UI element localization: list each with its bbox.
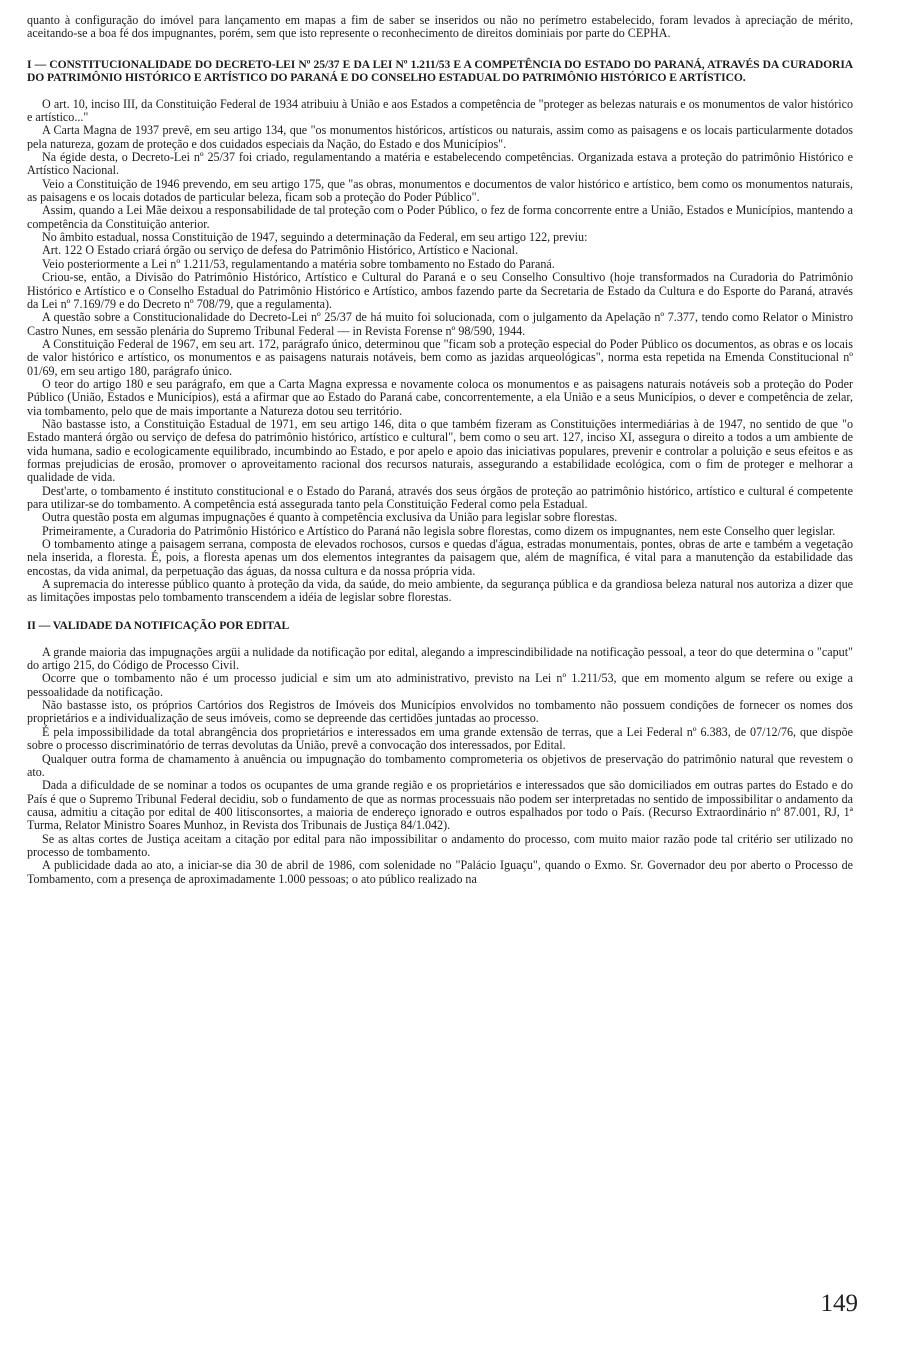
paragraph: Assim, quando a Lei Mãe deixou a responsabilidade de tal proteção com o Poder Público, o fez de forma concorrente entre a União, Estados e Municípios, mantendo a competência da Constituição anterior. [27, 203, 853, 231]
section-2-body [27, 646, 853, 886]
paragraph: Veio a Constituição de 1946 prevendo, em seu artigo 175, que "as obras, monumentos e documentos de valor histórico e artístico, bem como os monumentos naturais, as paisagens e os locais dotados de particular beleza, ficam sob a proteção do Poder Público". [27, 176, 853, 205]
paragraph: Art. 122 O Estado criará órgão ou serviço de defesa do Patrimônio Histórico, Artístico e Nacional. [42, 243, 519, 258]
paragraph: A publicidade dada ao ato, a iniciar-se dia 30 de abril de 1986, com solenidade no "Palácio Iguaçu", quando o Exmo. Sr. Governador deu por aberto o Processo de Tombamento, com a presença de aproximadamente 1.000 pessoas; o ato público realizado na [27, 858, 853, 886]
paragraph: O tombamento atinge a paisagem serrana, composta de elevados rochosos, cursos e quedas d'água, estradas monumentais, pontes, obras de arte e também a vegetação nela inserida, a floresta. É, pois, a floresta apenas um dos elementos integrantes da paisagem que, além de magnífica, é vital para a manutenção da estabilidade das encostas, da vida animal, da perpetuação das águas, da nossa cultura e da nossa própria vida. [27, 537, 853, 578]
paragraph: A supremacia do interesse público quanto à proteção da vida, da saúde, do meio ambiente, da segurança pública e da grandiosa beleza natural nos autoriza a dizer que as limitações impostas pelo tombamento transcendem a idéia de legislar sobre florestas. [27, 577, 853, 605]
paragraph: Veio posteriormente a Lei nº 1.211/53, regulamentando a matéria sobre tombamento no Estado do Paraná. [42, 256, 555, 271]
paragraph: Não bastasse isto, os próprios Cartórios dos Registros de Imóveis dos Municípios envolvidos no tombamento não possuem condições de fornecer os nomes dos proprietários e a individualização de seus imóveis, como se depreende das certidões juntadas ao processo. [27, 698, 853, 726]
paragraph: A questão sobre a Constitucionalidade do Decreto-Lei nº 25/37 de há muito foi solucionada, com o julgamento da Apelação nº 7.377, tendo como Relator o Ministro Castro Nunes, em sessão plenária do Supremo Tribunal Federal — in Revista Forense nº 98/590, 1944. [27, 310, 853, 338]
document-page [27, 14, 853, 1314]
paragraph: Se as altas cortes de Justiça aceitam a citação por edital para não impossibilitar o andamento do processo, com muito maior razão pode tal critério ser utilizado no processo de tombamento. [27, 831, 853, 859]
section-1-title: I — CONSTITUCIONALIDADE DO DECRETO-LEI Nº 25/37 E DA LEI Nº 1.211/53 E A COMPETÊNCIA DO ESTADO DO PARANÁ, ATRAVÉS DA CURADORIA DO PATRIMÔNIO HISTÓRICO E ARTÍSTICO DO PARANÁ E DO CONSELHO ESTADUAL DO PATRIMÔNIO HISTÓRICO E ARTÍSTICO. [27, 57, 853, 84]
paragraph: Dada a dificuldade de se nominar a todos os ocupantes de uma grande região e os proprietários e interessados que são domiciliados em outras partes do Estado e do País é que o Supremo Tribunal Federal decidiu, sob o fundamento de que as normas processuais não podem ser interpretadas no sentido de impossibilitar o andamento da causa, admitiu a citação por edital de 400 litisconsortes, a maioria de endereço ignorado e outros espalhados por todo o País. (Recurso Extraordinário nº 87.001, RJ, 1ª Turma, Relator Ministro Soares Munhoz, in Revista dos Tribunais de Justiça 84/1.042). [27, 778, 853, 833]
paragraph: Ocorre que o tombamento não é um processo judicial e sim um ato administrativo, previsto na Lei nº 1.211/53, que em momento algum se refere ou exige a pessoalidade da notificação. [27, 671, 853, 699]
paragraph: Na égide desta, o Decreto-Lei nº 25/37 foi criado, regulamentando a matéria e estabelecendo competências. Organizada estava a proteção do patrimônio Histórico e Artístico Nacional. [27, 150, 853, 178]
paragraph: A grande maioria das impugnações argüi a nulidade da notificação por edital, alegando a imprescindibilidade na notificação pessoal, a teor do que determina o "caput" do artigo 215, do Código de Processo Civil. [27, 644, 853, 673]
intro-paragraph: quanto à configuração do imóvel para lançamento em mapas a fim de saber se inseridos ou não no perímetro estabelecido, foram levados à apreciação de mérito, aceitando-se a boa fé dos impugnantes, porém, sem que isto represente o reconhecimento de direitos dominiais por parte do CEPHA. [27, 14, 853, 41]
paragraph: Primeiramente, a Curadoria do Patrimônio Histórico e Artístico do Paraná não legisla sobre florestas, como dizem os impugnantes, nem este Conselho quer legislar. [42, 523, 836, 538]
paragraph: No âmbito estadual, nossa Constituição de 1947, seguindo a determinação da Federal, em seu artigo 122, previu: [42, 230, 588, 245]
paragraph: A Carta Magna de 1937 prevê, em seu artigo 134, que "os monumentos históricos, artísticos ou naturais, assim como as paisagens e os locais particularmente dotados pela natureza, gozam de proteção e dos cuidados especiais da Nação, do Estado e dos Municípios". [27, 123, 853, 151]
paragraph: O teor do artigo 180 e seu parágrafo, em que a Carta Magna expressa e novamente coloca os monumentos e as paisagens naturais notáveis sob a proteção do Poder Público (União, Estados e Municípios), está a afirmar que ao Estado do Paraná cabe, concorrentemente, a ela União e a seus Municípios, o dever e competência de zelar, via tombamento, pelo que de mais importante a Natureza dotou seu território. [27, 376, 853, 418]
page-number: 149 [820, 1290, 858, 1317]
paragraph: Não bastasse isto, a Constituição Estadual de 1971, em seu artigo 146, dita o que também fizeram as Constituições intermediárias à de 1947, no sentido de que "o Estado manterá órgão ou serviço de defesa do patrimônio histórico, artístico e cultural", bem como o seu art. 127, inciso XI, assegura o direito a todos a um ambiente de vida humana, sadio e ecologicamente equilibrado, incumbindo ao Estado, e por apelo e apoio das iniciativas populares, prevenir e controlar a poluição e seus efeitos e as formas prejudicias de erosão, promover o aproveitamento racional dos recursos naturais, assegurando a estabilidade ecológica, com o fim de proteger e melhorar a qualidade de vida. [27, 416, 853, 485]
paragraph: O art. 10, inciso III, da Constituição Federal de 1934 atribuiu à União e aos Estados a competência de "proteger as belezas naturais e os monumentos de valor histórico e artístico..." [27, 96, 853, 125]
section-1-body [27, 98, 853, 605]
paragraph: Qualquer outra forma de chamamento à anuência ou impugnação do tombamento comprometeria os objetivos de preservação do patrimônio natural que revestem o ato. [27, 751, 853, 779]
paragraph: Outra questão posta em algumas impugnações é quanto à competência exclusiva da União para legislar sobre florestas. [42, 510, 618, 525]
paragraph: A Constituição Federal de 1967, em seu art. 172, parágrafo único, determinou que "ficam sob a proteção especial do Poder Público os documentos, as obras e os locais de valor histórico e artístico, os monumentos e as paisagens naturais notáveis, bem como as jazidas arqueológicas", norma esta repetida na Emenda Constitucional nº 01/69, em seu artigo 180, parágrafo único. [27, 336, 853, 378]
paragraph: É pela impossibilidade da total abrangência dos proprietários e interessados em uma grande extensão de terras, que a Lei Federal nº 6.383, de 07/12/76, que dispõe sobre o processo discriminatório de terras devolutas da União, prevê a convocação dos interessados, por Edital. [27, 724, 853, 753]
paragraph: Dest'arte, o tombamento é instituto constitucional e o Estado do Paraná, através dos seus órgãos de proteção ao patrimônio histórico, artístico e cultural é competente para utilizar-se do tombamento. A competência está assegurada tanto pela Constituição Federal como pela Estadual. [27, 483, 853, 511]
section-2-title: II — VALIDADE DA NOTIFICAÇÃO POR EDITAL [27, 618, 290, 632]
paragraph: Criou-se, então, a Divisão do Patrimônio Histórico, Artístico e Cultural do Paraná e o seu Conselho Consultivo (hoje transformados na Curadoria do Patrimônio Histórico e Artístico e o Conselho Estadual do Patrimônio Histórico e Artístico, ambos fazendo parte da Secretaria de Estado da Cultura e do Esporte do Paraná, através da Lei nº 7.169/79 e do Decreto nº 708/79, que a regulamenta). [27, 270, 853, 311]
